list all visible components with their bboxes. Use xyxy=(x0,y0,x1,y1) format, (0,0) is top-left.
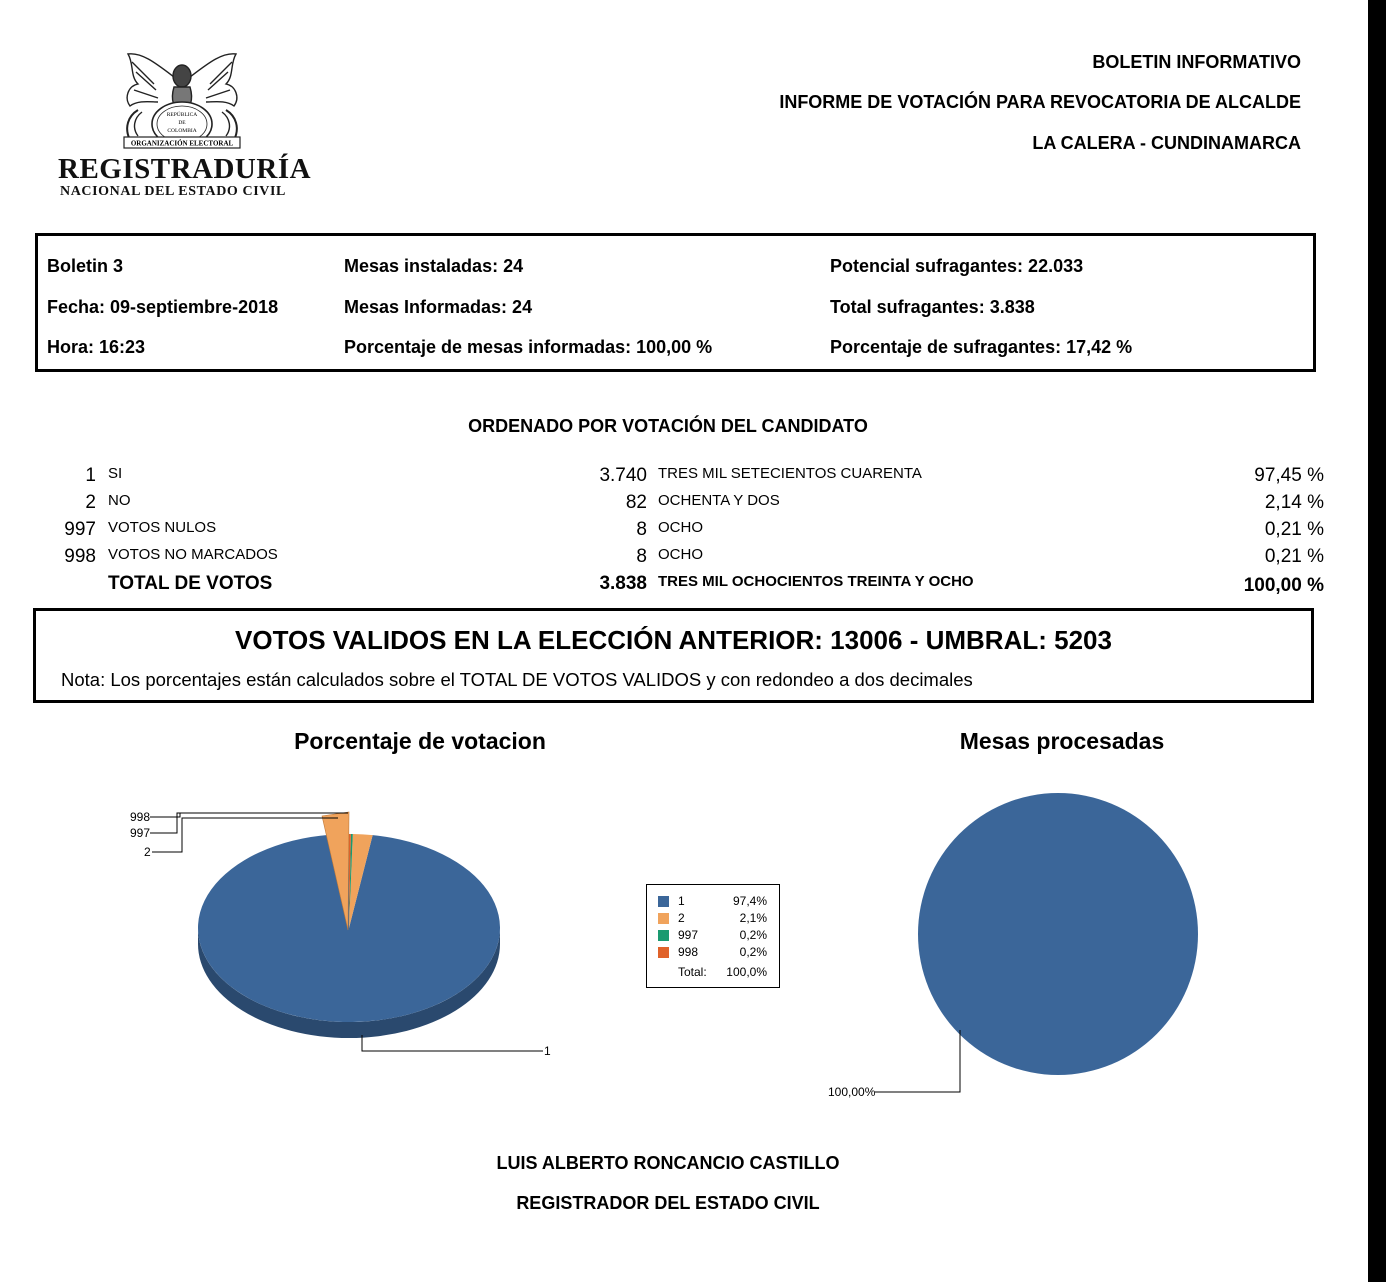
mesas-informadas: Mesas Informadas: 24 xyxy=(344,297,533,317)
row-name: VOTOS NULOS xyxy=(108,519,217,536)
boletin-number: Boletin 3 xyxy=(47,256,124,276)
row-code: 2 xyxy=(85,492,96,513)
svg-text:REPÚBLICA: REPÚBLICA xyxy=(166,112,198,118)
row-words: OCHO xyxy=(658,519,703,536)
report-location: LA CALERA - CUNDINAMARCA xyxy=(1032,133,1301,153)
legend-value: 2,1% xyxy=(739,911,767,925)
legend-entry xyxy=(647,910,779,926)
legend-entry xyxy=(647,927,779,943)
slice-label-1: 1 xyxy=(544,1044,551,1058)
logo-wordmark: REGISTRADURÍA xyxy=(58,153,312,185)
legend-value: 0,2% xyxy=(739,928,767,942)
row-pct: 97,45 % xyxy=(1254,465,1324,486)
row-votes: 8 xyxy=(636,546,647,567)
vote-pie-legend xyxy=(646,884,780,988)
report-subtitle: INFORME DE VOTACIÓN PARA REVOCATORIA DE ALCALDE xyxy=(779,92,1301,112)
logo-subwordmark: NACIONAL DEL ESTADO CIVIL xyxy=(60,184,286,199)
total-votes: 3.838 xyxy=(599,573,647,594)
page-edge-bar xyxy=(1368,0,1386,1282)
mesas-instaladas: Mesas instaladas: 24 xyxy=(344,256,524,276)
legend-swatch xyxy=(658,947,669,958)
slice-label-997: 997 xyxy=(130,826,151,840)
seal-ribbon xyxy=(124,137,240,148)
total-words: TRES MIL OCHOCIENTOS TREINTA Y OCHO xyxy=(658,573,974,590)
porcentaje-mesas: Porcentaje de mesas informadas: 100,00 % xyxy=(344,337,713,357)
row-code: 1 xyxy=(85,465,96,486)
slice-leader-line xyxy=(875,1030,960,1092)
row-name: SI xyxy=(108,465,123,482)
slice-label-998: 998 xyxy=(130,810,151,824)
row-code: 998 xyxy=(64,546,96,567)
mesas-pie-chart xyxy=(820,780,1220,1110)
legend-swatch xyxy=(658,930,669,941)
slice-label-100: 100,00% xyxy=(828,1085,876,1099)
row-words: OCHO xyxy=(658,546,703,563)
legend-label: 998 xyxy=(678,945,699,959)
legend-entry xyxy=(647,944,779,960)
legend-swatch xyxy=(658,913,669,924)
row-code: 997 xyxy=(64,519,96,540)
bulletin-info-box xyxy=(35,233,1316,372)
row-name: VOTOS NO MARCADOS xyxy=(108,546,278,563)
row-pct: 0,21 % xyxy=(1264,546,1324,567)
legend-entry xyxy=(647,893,779,909)
percentage-note: Nota: Los porcentajes están calculados sobre el TOTAL DE VOTOS VALIDOS y con redondeo a dos decimales xyxy=(61,669,973,690)
vote-chart-title: Porcentaje de votacion xyxy=(294,728,546,754)
registrar-name: LUIS ALBERTO RONCANCIO CASTILLO xyxy=(496,1153,840,1173)
legend-total xyxy=(647,964,779,980)
legend-value: 97,4% xyxy=(732,894,767,908)
row-pct: 2,14 % xyxy=(1264,492,1324,513)
svg-text:DE: DE xyxy=(178,120,186,126)
svg-text:COLOMBIA: COLOMBIA xyxy=(167,128,197,134)
mesas-chart-title: Mesas procesadas xyxy=(959,728,1165,754)
potencial-sufragantes: Potencial sufragantes: 22.033 xyxy=(830,256,1084,276)
legend-label: 2 xyxy=(678,911,685,925)
vote-pie-chart xyxy=(100,780,560,1080)
row-words: OCHENTA Y DOS xyxy=(658,492,780,509)
total-label: TOTAL DE VOTOS xyxy=(108,573,273,594)
row-words: TRES MIL SETECIENTOS CUARENTA xyxy=(658,465,922,482)
row-votes: 8 xyxy=(636,519,647,540)
row-name: NO xyxy=(108,492,131,509)
registrar-role: REGISTRADOR DEL ESTADO CIVIL xyxy=(516,1193,820,1213)
legend-label: 1 xyxy=(678,894,685,908)
valid-votes-title: VOTOS VALIDOS EN LA ELECCIÓN ANTERIOR: 13006 - UMBRAL: 5203 xyxy=(235,625,1112,655)
legend-total-label: Total: xyxy=(678,965,707,979)
row-votes: 82 xyxy=(625,492,647,513)
total-pct: 100,00 % xyxy=(1243,575,1324,596)
legend-value: 0,2% xyxy=(739,945,767,959)
valid-votes-box xyxy=(33,608,1314,703)
legend-total-value: 100,0% xyxy=(726,965,767,979)
svg-text:ORGANIZACIÓN ELECTORAL: ORGANIZACIÓN ELECTORAL xyxy=(130,139,234,148)
bulletin-date: Fecha: 09-septiembre-2018 xyxy=(47,297,279,317)
row-pct: 0,21 % xyxy=(1264,519,1324,540)
porcentaje-sufragantes: Porcentaje de sufragantes: 17,42 % xyxy=(830,337,1133,357)
results-title: ORDENADO POR VOTACIÓN DEL CANDIDATO xyxy=(468,416,868,436)
row-votes: 3.740 xyxy=(599,465,647,486)
slice-label-2: 2 xyxy=(144,845,151,859)
bulletin-time: Hora: 16:23 xyxy=(47,337,146,357)
total-sufragantes: Total sufragantes: 3.838 xyxy=(830,297,1035,317)
bulletin-title: BOLETIN INFORMATIVO xyxy=(1092,52,1301,72)
legend-swatch xyxy=(658,896,669,907)
legend-label: 997 xyxy=(678,928,699,942)
